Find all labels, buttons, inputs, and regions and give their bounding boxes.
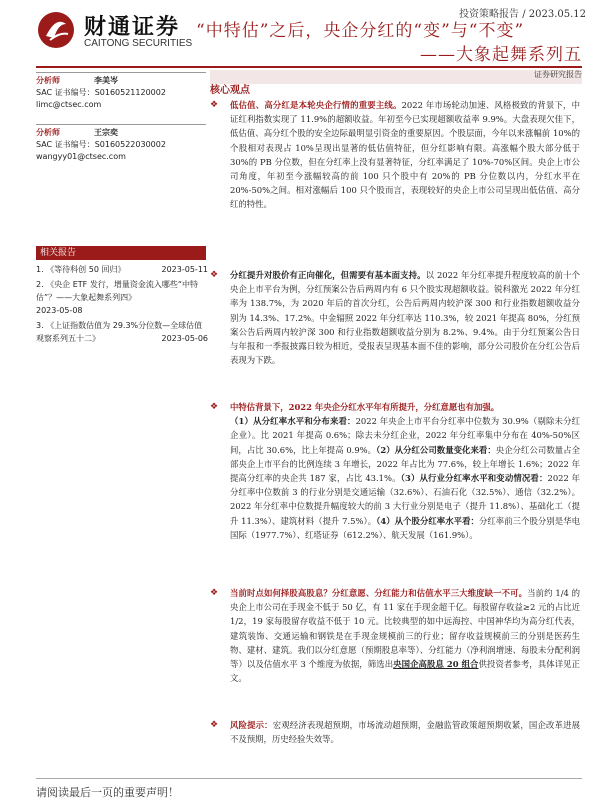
report-meta: 投资策略报告 / 2023.05.12 bbox=[459, 9, 586, 20]
brand-name-cn: 财通证券 bbox=[84, 15, 181, 40]
key-point-text: 2022 年市场轮动加速、风格极致的背景下，中证红利指数实现了 11.9%的超额收益。年初至今已实现超额收益率 9.9%。大盘表现欠佳下，低估值、高分红个股的安全边际最明显引资金的重要原因。个股层面，今年以来涨幅前 10%的个股相对表现占 10%呈现出显著的低估值特征，但分红影响有限。高涨幅个股大部分低于 30%的 PB 分位数，但在分红率上没有显著特征，分红率满足了 10%-70%区间。央企上市公司角度，年初至今涨幅较高的前 100 只个股中有 20%的 PB 分位数以内，分红水平在 20%-50%之间。相对涨幅后 100 只个股而言，表现较好的央企上市公司呈现出低估值、高分红的特性。 bbox=[230, 100, 580, 210]
analyst-divider bbox=[36, 72, 206, 73]
brand-name-en: CAITONG SECURITIES bbox=[84, 38, 193, 49]
related-report-item[interactable] bbox=[36, 263, 208, 276]
header-divider bbox=[36, 66, 582, 68]
analyst-card bbox=[36, 124, 206, 163]
report-type-label: 证券研究报告 bbox=[534, 70, 582, 79]
analyst-sac: S0160521120002 bbox=[94, 88, 166, 97]
analyst-divider bbox=[36, 124, 206, 125]
related-report-title: 《等待科创 50 回归》 bbox=[46, 265, 126, 274]
key-point-lead: 当前时点如何择股高股息？分红意愿、分红能力和估值水平三大维度缺一不可。 bbox=[230, 588, 528, 598]
portfolio-link[interactable]: 央国企高股息 20 组合 bbox=[393, 659, 479, 670]
sub-point-text: 央企分红公司数量占全部央企上市平台的比例连续 3 年增长，2022 年占比为 77.6%，较上年增长 1.6%；2022 年提高分红率的央企共 187 家，占比 43.1%。 bbox=[230, 444, 580, 484]
risk-paragraph bbox=[210, 718, 580, 746]
diamond-bullet-icon: ❖ bbox=[210, 720, 219, 730]
analyst-name: 李美岑 bbox=[94, 76, 118, 85]
key-point-paragraph bbox=[210, 268, 580, 367]
footer-divider bbox=[36, 778, 582, 779]
key-point-text: 当前约 1/4 的央企上市公司在手现金不低于 50 亿，有 11 家在手现金超千亿。每股留存收益≥2 元的占比近 1/2，19 家每股留存收益不低于 10 元。比较典型的如中远海控、中国神华均为高分红代表，建筑装饰、交通运输和钢铁是在手现金规模前三的行业；留存收益规模前三的分别是医药生物、建材、建筑。我们以分红意愿（预期股息率等）、分红能力（净利润增速、每股未分配利润等）以及估值水平 3 个维度为依据，筛选出 bbox=[230, 588, 580, 670]
diamond-bullet-icon: ❖ bbox=[210, 100, 219, 110]
risk-text: 宏观经济表现超预期，市场流动超预期，金融监管政策超预期收紧，国企改革进展不及预期，历史经验失效等。 bbox=[230, 720, 580, 745]
related-reports-list bbox=[36, 263, 208, 347]
related-report-title: 《央企 ETF 发行，增量资金流入哪些“中特估”？——大象起舞系列四》 bbox=[36, 280, 198, 302]
related-report-num: 2. bbox=[36, 280, 44, 289]
analyst-role: 分析师 bbox=[36, 128, 60, 137]
related-report-title: 《上证指数估值为 29.3%分位数—全球估值观察系列五十二》 bbox=[36, 321, 203, 343]
diamond-bullet-icon: ❖ bbox=[210, 402, 219, 412]
analyst-sac: S0160522030002 bbox=[94, 140, 166, 149]
sub-point-label: （4）从个股分红率水平看： bbox=[376, 515, 479, 526]
related-report-date: 2023-05-06 bbox=[161, 334, 208, 343]
key-point-paragraph bbox=[210, 98, 580, 212]
key-point-lead: 分红提升对股价有正向催化，但需要有基本面支持。 bbox=[230, 270, 426, 280]
company-logo bbox=[36, 10, 76, 50]
analyst-sac-label: SAC 证书编号： bbox=[36, 88, 95, 97]
analyst-name: 王宗奕 bbox=[94, 128, 118, 137]
sub-point-text: 分红率前三个股分别是华电国际（1977.7%）、红塔证券（612.2%）、航天发展（161.9%）。 bbox=[230, 515, 580, 540]
sub-point-label: （2）从分红公司数量变化来看： bbox=[376, 444, 496, 455]
analyst-role: 分析师 bbox=[36, 76, 60, 85]
related-report-item[interactable] bbox=[36, 319, 208, 345]
key-point-paragraph bbox=[210, 586, 580, 685]
analyst-email[interactable]: limc@ctsec.com bbox=[36, 100, 102, 109]
analyst-email[interactable]: wangyy01@ctsec.com bbox=[36, 152, 126, 161]
key-point-text: 以 2022 年分红率提升程度较高的前十个央企上市平台为例，分红预案公告后两周内有 6 只个股实现超额收益。锐科激光 2022 年分红率为 138.7%，为 2020 年后的首次分红，公告后两周内较沪深 300 和行业指数超额收益分别为 14.3%、17.2%。中金辐照 2022 年分红率达 110.3%，较 2021 年提高 80%，分红预案公告后两周内较沪深 300 和行业指数超额收益分别为 8.2%、9.4%。由于分红预案公告日与年报和一季报披露日较为相近，受报表呈现基本面不佳的影响，部分公司股价在分红公告后表现为下跌。 bbox=[230, 270, 580, 366]
report-title: “中特估”之后，央企分红的“变”与“不变” bbox=[196, 21, 525, 41]
sub-point-label: （3）从行业分红率水平和变动情况看： bbox=[400, 473, 548, 484]
footer-disclaimer: 请阅读最后一页的重要声明！ bbox=[36, 786, 179, 799]
sub-point-text: 2022 年分红率中位数前 3 的行业分别是交通运输（32.6%）、石油石化（32.5%）、通信（32.2%）。2022 年分红率中位数提升幅度较大的前 3 大行业分别是电子（提升 11.8%）、基础化工（提升 11.3%）、建筑材料（提升 7.5%）。 bbox=[230, 473, 580, 526]
risk-label: 风险提示： bbox=[230, 720, 273, 730]
key-point-paragraph bbox=[210, 400, 580, 542]
related-reports-title: 相关报告 bbox=[36, 246, 206, 260]
related-report-num: 1. bbox=[36, 265, 44, 274]
diamond-bullet-icon: ❖ bbox=[210, 588, 219, 598]
sub-point-text: 2022 年央企上市平台分红率中位数为 30.9%（剔除未分红企业）。比 2021 年提高 0.6%；除去未分红企业，2022 年分红率集中分布在 40%-50%区间，占比 30.6%，比上年提高 0.9%。 bbox=[230, 416, 581, 455]
section-header-bar bbox=[210, 70, 582, 84]
analyst-sac-label: SAC 证书编号： bbox=[36, 140, 95, 149]
diamond-bullet-icon: ❖ bbox=[210, 270, 219, 280]
related-report-num: 3. bbox=[36, 321, 44, 330]
sub-point-label: （1）从分红率水平和分布来看： bbox=[230, 416, 356, 427]
analyst-card bbox=[36, 72, 206, 111]
related-report-item[interactable] bbox=[36, 278, 208, 317]
related-report-date: 2023-05-08 bbox=[36, 306, 83, 315]
report-subtitle: ——大象起舞系列五 bbox=[420, 45, 582, 65]
key-point-text: 供投资者参考，具体详见正文。 bbox=[230, 659, 580, 684]
key-point-lead: 中特估背景下，2022 年央企分红水平年有所提升，分红意愿也有加强。 bbox=[230, 402, 500, 412]
logo-emblem-icon bbox=[36, 10, 76, 50]
key-point-lead: 低估值、高分红是本轮央企行情的重要主线。 bbox=[230, 100, 402, 110]
related-report-date: 2023-05-11 bbox=[161, 265, 208, 274]
section-title: 核心观点 bbox=[210, 85, 250, 96]
